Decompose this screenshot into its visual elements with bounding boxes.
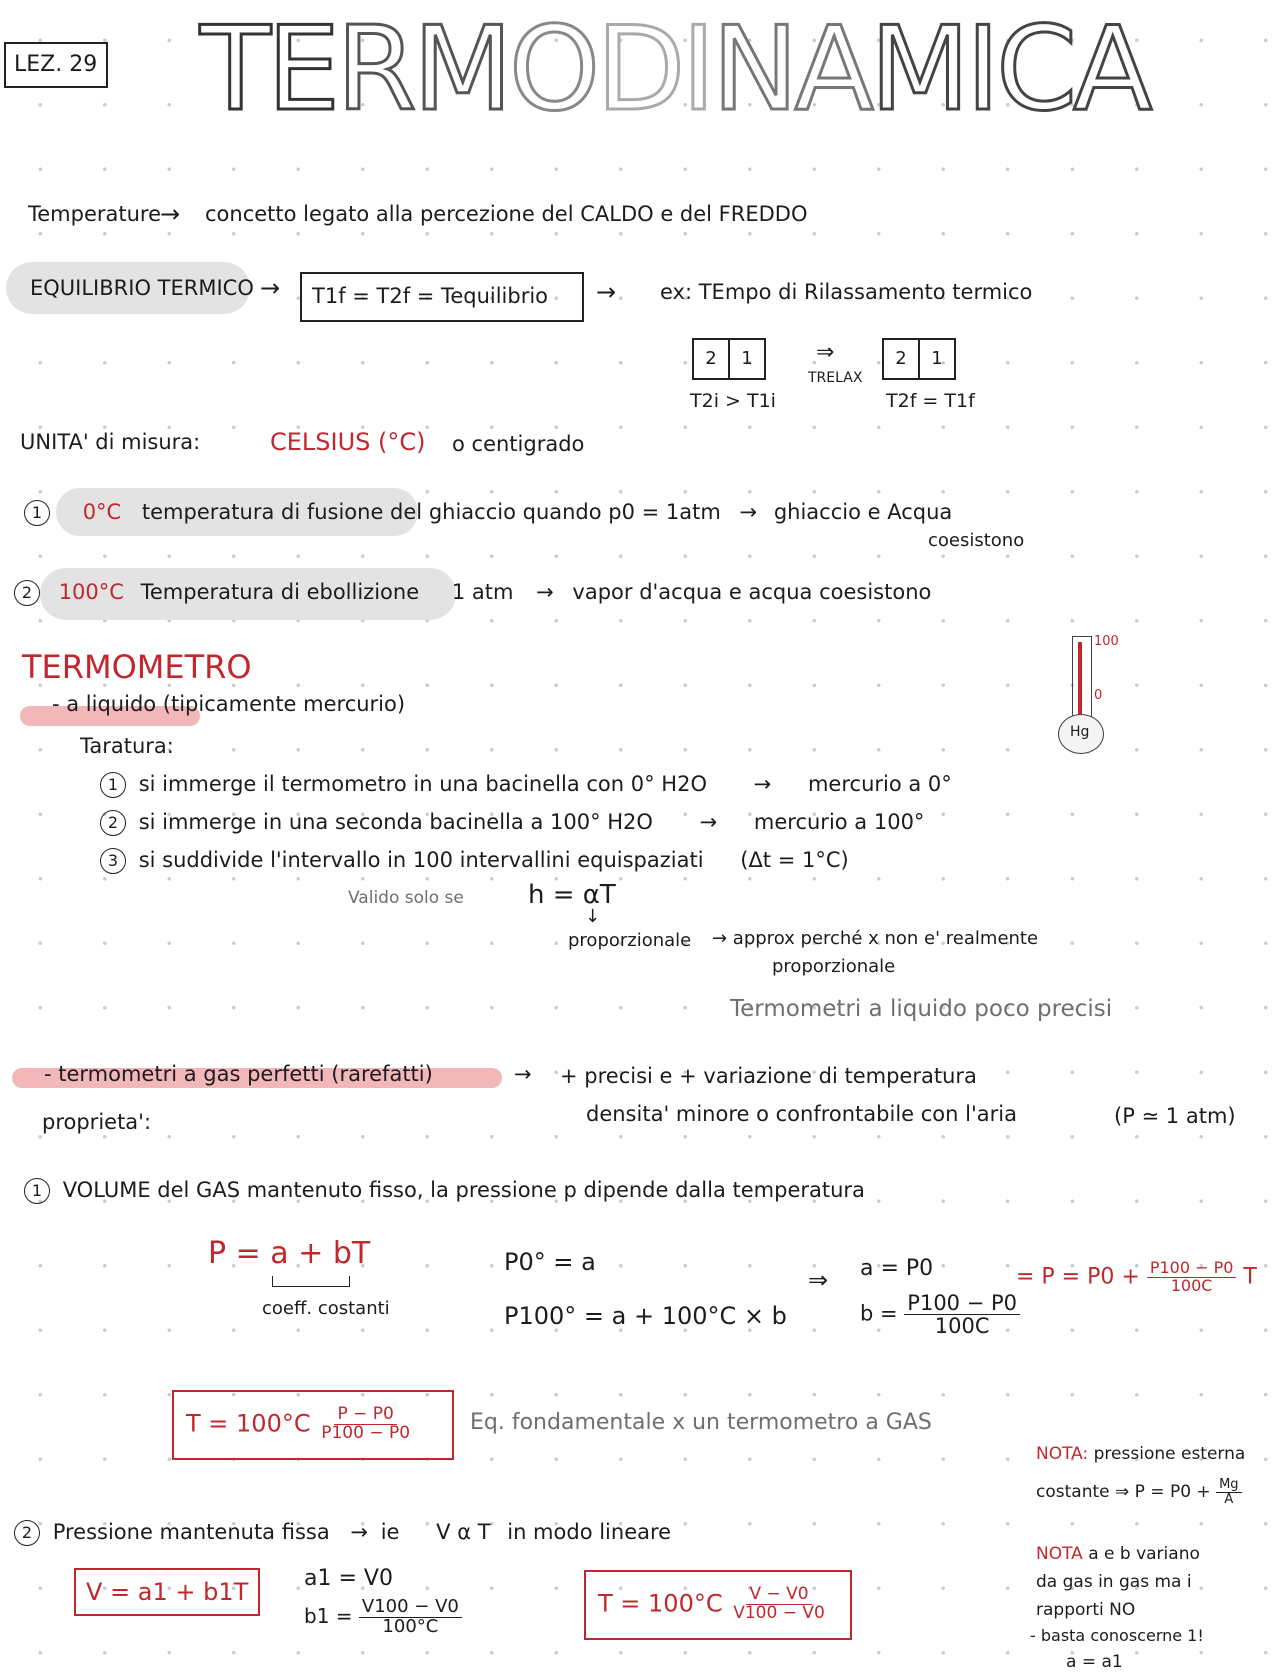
case2-volume-formula: V = a1 + b1T [86,1578,249,1606]
equilibrium-label: EQUILIBRIO TERMICO [30,276,254,300]
thermometer-bulb-label: Hg [1070,724,1090,740]
point2-number: 2 [14,580,40,606]
coeff-label: coeff. costanti [262,1298,390,1319]
case2-boxed-volume [74,1568,260,1616]
liquid-conclusion: Termometri a liquido poco precisi [730,996,1113,1022]
step2-result: mercurio a 100° [753,810,925,834]
case1-boxed-lhs: T = 100°C [186,1409,311,1438]
eq-note: Eq. fondamentale x un termometro a GAS [470,1410,932,1435]
valid-formula: h = αT [528,880,616,910]
note1-label: NOTA: [1036,1444,1089,1464]
case2-boxed-lhs: T = 100°C [598,1589,723,1618]
p100-line: P100° = a + 100°C × b [504,1302,787,1330]
note1-denominator: A [1224,1491,1234,1507]
case1-boxed-fraction [318,1406,413,1443]
b-numerator: P100 − P0 [904,1292,1020,1315]
relax-label: TRELAX [808,370,863,386]
temperature-definition: concetto legato alla percezione del CALDO e del FREDDO [205,202,808,226]
p0-line: P0° = a [504,1248,596,1276]
thermometer-tube [1072,636,1092,719]
step3-result: (Δt = 1°C) [740,848,849,872]
result-tail: T [1243,1264,1257,1290]
case1-boxed-denominator: P100 − P0 [321,1422,411,1443]
temperature-term: Temperature [28,202,162,226]
thermometer-mid-label: 0 [1094,688,1103,703]
case2-number: 2 [14,1520,40,1546]
case2-boxed-fraction [730,1586,828,1623]
case1-number: 1 [24,1178,50,1204]
calibration-step-2 [100,810,924,836]
case1-text: VOLUME del GAS mantenuto fisso, la pressione p dipende dalla temperatura [62,1178,865,1202]
step3-number: 3 [100,848,126,874]
relax-arrow: ⇒ [816,340,835,365]
property-label: proprieta': [42,1110,152,1134]
result-lhs: = P = P0 + [1016,1264,1140,1290]
thermometer-top-label: 100 [1094,634,1119,649]
case1-formula: P = a + bT [208,1236,371,1271]
case2-boxed-content [598,1586,828,1623]
case2-line [14,1520,671,1546]
note2-text: a e b variano [1088,1544,1200,1564]
equilibrium-formula-box [300,272,584,322]
point1-text: temperatura di fusione del ghiaccio quando p0 = 1atm [141,500,721,524]
step1-arrow: → [753,772,772,796]
case1-result [1016,1260,1257,1295]
note2-line4: - basta conoscerne 1! [1030,1626,1204,1645]
valid-note: Valido solo se [348,888,464,908]
step1-result: mercurio a 0° [807,772,952,796]
case2-boxed-temperature [584,1570,852,1640]
unit-prefix: UNITA' di misura: [20,430,201,454]
b1-line [304,1598,462,1637]
gas-advantage: + precisi e + variazione di temperatura [560,1064,977,1088]
b-lhs: b = [860,1301,898,1326]
property-text: densita' minore o confrontabile con l'aria [586,1102,1017,1126]
b1-numerator: V100 − V0 [359,1598,462,1618]
step2-arrow: → [699,810,718,834]
case1-boxed-formula [172,1390,454,1460]
case1-implies: ⇒ [808,1266,829,1294]
calibration-step-1 [100,772,952,798]
after-cell-1: 1 [918,338,956,380]
step2-text: si immerge in una seconda bacinella a 100° H2O [138,810,653,834]
case2-boxed-denominator: V100 − V0 [733,1602,825,1623]
proportional-down-arrow: ↓ [585,906,601,927]
result-denominator: 100C [1170,1275,1213,1295]
thermometer-mercury [1078,642,1082,718]
note1-line2-prefix: costante ⇒ P = P0 + [1036,1482,1211,1503]
a1-line: a1 = V0 [304,1566,393,1591]
b-fraction [904,1292,1020,1337]
note2-label: NOTA [1036,1544,1083,1564]
proportional-label: proporzionale [568,930,692,951]
coeff-bracket [272,1276,350,1287]
thermometer-sketch [1048,636,1148,756]
b-line [860,1292,1020,1337]
note2-line2: da gas in gas ma i [1036,1572,1192,1592]
note1-text: pressione esterna [1093,1444,1246,1464]
point1-value: 0°C [82,500,122,524]
step3-text: si suddivide l'intervallo in 100 intervallini equispaziati [138,848,704,872]
result-numerator: P100 − P0 [1147,1260,1237,1278]
point1-line [24,500,952,526]
step1-number: 1 [100,772,126,798]
step1-text: si immerge il termometro in una bacinella con 0° H2O [138,772,707,796]
point2-line [14,580,931,606]
point1-result-line2: coesistono [928,530,1025,551]
note2-line1 [1036,1544,1200,1564]
case2-boxed-numerator: V − V0 [746,1586,811,1605]
equilibrium-formula: T1f = T2f = Tequilibrio [312,284,549,308]
case2-text: Pressione mantenuta fissa [52,1520,330,1544]
case2-law: V α T [436,1520,491,1544]
point1-arrow: → [739,500,758,524]
after-cell-2: 2 [882,338,920,380]
unit-celsius: CELSIUS (°C) [270,428,426,456]
before-cell-2: 2 [692,338,730,380]
pressure-note: (P ≃ 1 atm) [1114,1104,1236,1128]
case1-boxed-numerator: P − P0 [334,1406,396,1425]
note2-line5: a = a1 [1066,1652,1123,1672]
case1-boxed-content [186,1406,413,1443]
note1-line1 [1036,1444,1245,1464]
point2-result: vapor d'acqua e acqua coesistono [572,580,932,604]
point1-number: 1 [24,500,50,526]
lesson-label-box [4,42,108,88]
gas-heading: - termometri a gas perfetti (rarefatti) [44,1062,433,1086]
result-fraction [1147,1260,1237,1295]
step2-number: 2 [100,810,126,836]
equilibrium-arrow: → [260,274,281,302]
after-caption: T2f = T1f [886,390,975,412]
point2-pressure: 1 atm [451,580,514,604]
point2-arrow: → [536,580,554,604]
note1-fraction [1216,1478,1241,1506]
equilibrium-example: ex: TEmpo di Rilassamento termico [660,280,1033,304]
point1-result: ghiaccio e Acqua [773,500,953,524]
b1-fraction [359,1598,462,1637]
temperature-arrow: → [160,200,181,228]
page-title: TERMODINAMICA [200,2,1149,137]
before-cell-1: 1 [728,338,766,380]
point2-value: 100°C [58,580,124,604]
approx-note: → approx perché x non e' realmente [712,928,1039,949]
point2-text: Temperatura di ebollizione [140,580,420,604]
approx-note-2: proporzionale [772,956,896,977]
before-caption: T2i > T1i [690,390,776,412]
calibration-label: Taratura: [80,734,174,758]
b1-lhs: b1 = [304,1603,353,1628]
note1-numerator: Mg [1216,1478,1241,1493]
case1-line [24,1178,865,1204]
calibration-step-3 [100,848,849,874]
b1-denominator: 100°C [382,1615,439,1637]
lesson-label: LEZ. 29 [14,52,98,77]
gas-arrow: → [514,1062,532,1086]
note2-line3: rapporti NO [1036,1600,1136,1620]
thermometer-heading: TERMOMETRO [22,648,252,686]
unit-suffix: o centigrado [452,432,585,456]
b-denominator: 100C [934,1314,990,1339]
equilibrium-arrow-2: → [596,278,617,306]
case2-law-suffix: in modo lineare [507,1520,672,1544]
a-line: a = P0 [860,1256,934,1281]
liquid-heading: - a liquido (tipicamente mercurio) [52,692,406,716]
case2-arrow: → [350,1520,369,1544]
note1-line2 [1036,1478,1242,1506]
case2-ie: ie [380,1520,400,1544]
